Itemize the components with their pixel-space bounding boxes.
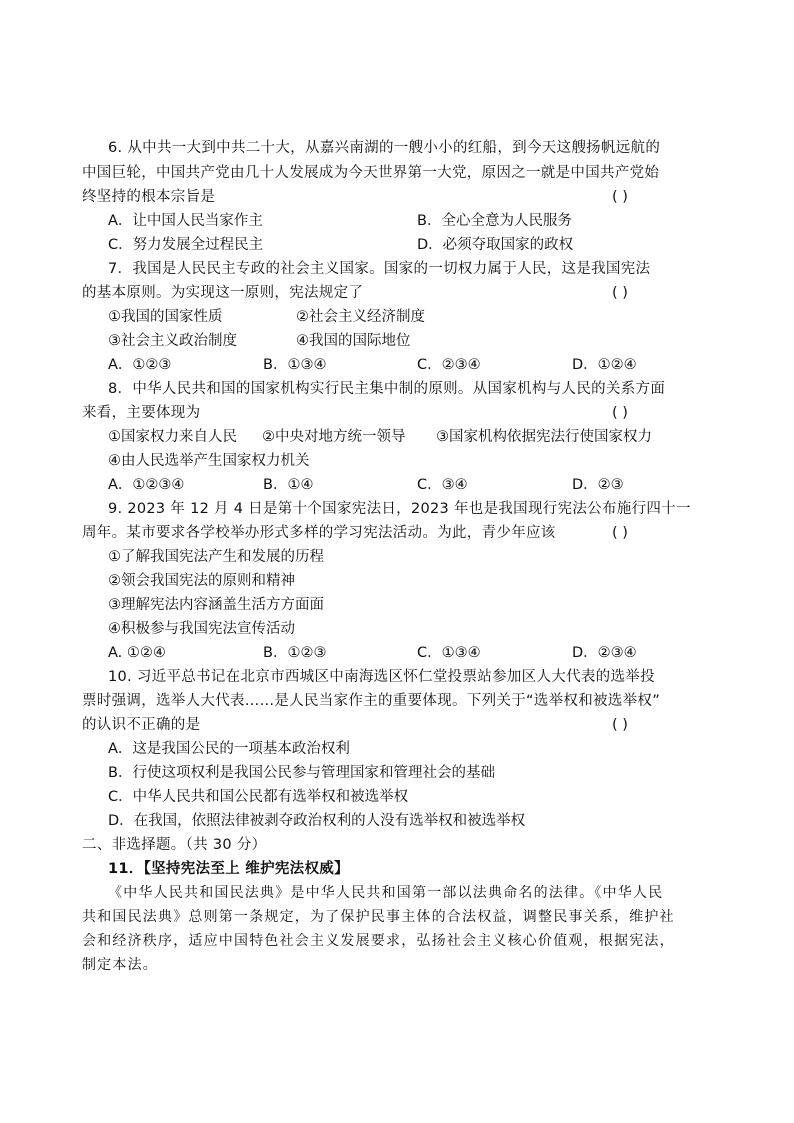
q10-answer-blank: ( ) bbox=[612, 717, 628, 733]
q8-stem-line-2: 来看，主要体现为 bbox=[82, 405, 201, 421]
q10-option-c: C．中华人民共和国公民都有选举权和被选举权 bbox=[108, 789, 409, 805]
q9-item-3: ③理解宪法内容涵盖生活方方面面 bbox=[108, 597, 324, 613]
q8-item-4: ④由人民选举产生国家权力机关 bbox=[108, 453, 310, 469]
q7-stem-line-1: 7．我国是人民民主专政的社会主义国家。国家的一切权力属于人民，这是我国宪法 bbox=[108, 261, 651, 277]
q7-option-b: B．①③④ bbox=[263, 357, 327, 373]
q11-material-line-4: 制定本法。 bbox=[82, 957, 158, 973]
q8-item-2: ②中央对地方统一领导 bbox=[262, 429, 406, 445]
q7-item-4: ④我国的国际地位 bbox=[296, 333, 411, 349]
q8-stem-line-1: 8．中华人民共和国的国家机构实行民主集中制的原则。从国家机构与人民的关系方面 bbox=[108, 381, 666, 397]
q9-answer-blank: ( ) bbox=[612, 525, 628, 541]
q6-option-b: B．全心全意为人民服务 bbox=[417, 213, 572, 229]
q9-option-a: A. ①②④ bbox=[108, 645, 166, 661]
q10-stem-line-2: 票时强调，选举人大代表……是人民当家作主的重要体现。下列关于“选举权和被选举权” bbox=[82, 693, 661, 709]
q6-stem-line-1: 6. 从中共一大到中共二十大，从嘉兴南湖的一艘小小的红船，到今天这艘扬帆远航的 bbox=[108, 140, 661, 156]
q8-option-a: A．①②③④ bbox=[108, 477, 185, 493]
q8-answer-blank: ( ) bbox=[612, 405, 628, 421]
q6-stem-line-3: 终坚持的根本宗旨是 bbox=[82, 189, 216, 205]
q8-item-3: ③国家机构依据宪法行使国家权力 bbox=[436, 429, 652, 445]
q7-item-3: ③社会主义政治制度 bbox=[108, 333, 237, 349]
q9-option-b: B．①②③ bbox=[263, 645, 327, 661]
q8-option-d: D．②③ bbox=[572, 477, 624, 493]
q11-material-line-3: 会和经济秩序，适应中国特色社会主义发展要求，弘扬社会主义核心价值观，根据宪法， bbox=[82, 933, 675, 949]
q6-option-c: C．努力发展全过程民主 bbox=[108, 237, 264, 253]
q6-option-a: A．让中国人民当家作主 bbox=[108, 213, 263, 229]
q9-stem-line-1: 9. 2023 年 12 月 4 日是第十个国家宪法日，2023 年也是我国现行宪法公布施行四十一 bbox=[108, 501, 691, 517]
q10-option-a: A．这是我国公民的一项基本政治权利 bbox=[108, 741, 350, 757]
q7-item-2: ②社会主义经济制度 bbox=[296, 309, 425, 325]
q7-answer-blank: ( ) bbox=[612, 285, 628, 301]
q8-item-1: ①国家权力来自人民 bbox=[108, 429, 237, 445]
q10-option-d: D．在我国，依照法律被剥夺政治权利的人没有选举权和被选举权 bbox=[108, 813, 526, 829]
q11-material-line-2: 共和国民法典》总则第一条规定，为了保护民事主体的合法权益，调整民事关系，维护社 bbox=[82, 909, 675, 925]
section-2-heading: 二、非选择题。（共 30 分） bbox=[82, 837, 267, 853]
q9-stem-line-2: 周年。某市要求各学校举办形式多样的学习宪法活动。为此，青少年应该 bbox=[82, 525, 556, 541]
q7-option-d: D．①②④ bbox=[572, 357, 637, 373]
q11-title: 11．【坚持宪法至上 维护宪法权威】 bbox=[108, 861, 349, 877]
q9-option-d: D．②③④ bbox=[572, 645, 637, 661]
q9-option-c: C．①③④ bbox=[417, 645, 481, 661]
q8-option-c: C．③④ bbox=[417, 477, 468, 493]
q6-stem-line-2: 中国巨轮，中国共产党由几十人发展成为今天世界第一大党，原因之一就是中国共产党始 bbox=[82, 165, 660, 181]
q8-option-b: B．①④ bbox=[263, 477, 314, 493]
q10-option-b: B．行使这项权利是我国公民参与管理国家和管理社会的基础 bbox=[108, 765, 495, 781]
q9-item-1: ①了解我国宪法产生和发展的历程 bbox=[108, 549, 324, 565]
q10-stem-line-1: 10. 习近平总书记在北京市西城区中南海选区怀仁堂投票站参加区人大代表的选举投 bbox=[108, 669, 655, 685]
q6-answer-blank: ( ) bbox=[612, 189, 628, 205]
q7-item-1: ①我国的国家性质 bbox=[108, 309, 223, 325]
q7-option-a: A．①②③ bbox=[108, 357, 172, 373]
q11-material-line-1: 《中华人民共和国民法典》是中华人民共和国第一部以法典命名的法律。《中华人民 bbox=[108, 885, 664, 901]
q9-item-2: ②领会我国宪法的原则和精神 bbox=[108, 573, 295, 589]
q7-option-c: C．②③④ bbox=[417, 357, 481, 373]
q6-option-d: D．必须夺取国家的政权 bbox=[417, 237, 574, 253]
q7-stem-line-2: 的基本原则。为实现这一原则，宪法规定了 bbox=[82, 285, 364, 301]
q9-item-4: ④积极参与我国宪法宣传活动 bbox=[108, 621, 295, 637]
q10-stem-line-3: 的认识不正确的是 bbox=[82, 717, 201, 733]
